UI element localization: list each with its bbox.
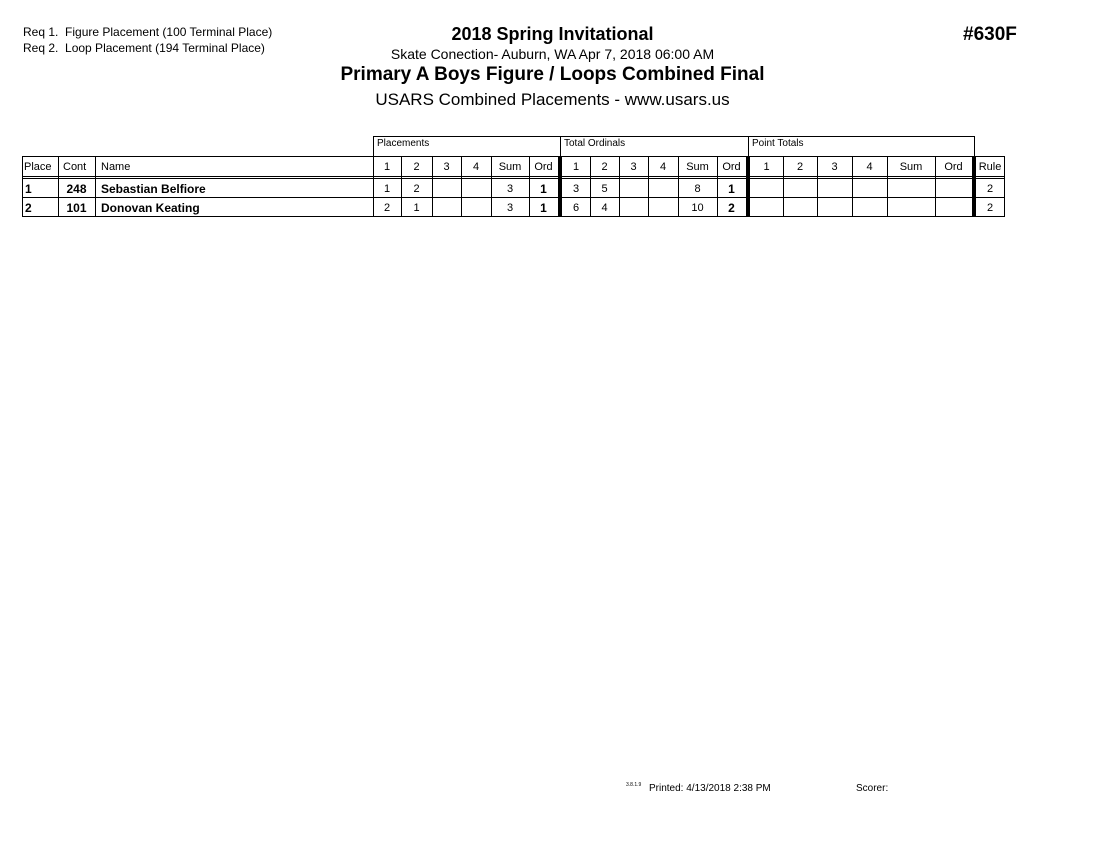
cell-ordinals-4 <box>648 198 678 217</box>
cell-placements-3 <box>432 179 461 198</box>
cell-placements-1: 2 <box>383 201 391 214</box>
cell-cont: 248 <box>66 181 87 196</box>
group-total-ordinals: Total Ordinals <box>560 136 749 156</box>
cell-ordinals-2: 4 <box>601 201 608 214</box>
cell-placements-4 <box>461 198 491 217</box>
cell-placements-sum: 3 <box>506 182 514 195</box>
cell-points-3 <box>817 179 852 198</box>
cell-ordinals-4 <box>648 179 678 198</box>
group-placements: Placements <box>373 136 561 156</box>
cell-rule: 2 <box>986 182 994 195</box>
header-ordinals-3: 3 <box>630 160 637 173</box>
competition-title: 2018 Spring Invitational <box>451 24 654 44</box>
requirement-text: Figure Placement (100 Terminal Place) <box>65 25 273 39</box>
group-point-totals: Point Totals <box>748 136 975 156</box>
col-line <box>1004 156 1005 217</box>
placement-subtitle: USARS Combined Placements - www.usars.us <box>375 90 730 109</box>
event-number: #630F <box>963 24 1017 45</box>
requirement-text: Loop Placement (194 Terminal Place) <box>65 41 265 55</box>
cell-ordinals-sum: 8 <box>694 182 701 195</box>
cell-place: 1 <box>25 181 32 196</box>
cell-points-2 <box>783 198 817 217</box>
header-placements-2: 2 <box>413 160 420 173</box>
event-title: Primary A Boys Figure / Loops Combined Final <box>340 64 765 85</box>
header-name: Name <box>101 160 131 173</box>
cell-points-ord <box>935 179 972 198</box>
cell-points-4 <box>852 179 887 198</box>
header-placements-3: 3 <box>443 160 450 173</box>
venue-date: Skate Conection- Auburn, WA Apr 7, 2018 06:00 AM <box>390 46 715 62</box>
header-placements-1: 1 <box>383 160 391 173</box>
cell-points-sum <box>887 198 935 217</box>
cell-points-ord <box>935 198 972 217</box>
cell-points-2 <box>783 179 817 198</box>
header-rule: Rule <box>978 160 1002 173</box>
cell-ordinals-ord: 2 <box>728 200 735 215</box>
cell-points-1 <box>750 179 783 198</box>
cell-name: Sebastian Belfiore <box>101 181 206 196</box>
header-points-sum: Sum <box>899 160 923 173</box>
cell-placements-4 <box>461 179 491 198</box>
header-placements-4: 4 <box>472 160 480 173</box>
header-points-1: 1 <box>763 160 770 173</box>
scorer-label: Scorer: <box>856 783 889 794</box>
cell-ordinals-3 <box>619 179 648 198</box>
printed-timestamp: Printed: 4/13/2018 2:38 PM <box>649 783 771 794</box>
cell-points-3 <box>817 198 852 217</box>
software-version: 3.8.1.9 <box>626 782 642 788</box>
cell-rule: 2 <box>986 201 994 214</box>
requirement-label: Req 1. <box>23 25 59 39</box>
cell-name: Donovan Keating <box>101 200 200 215</box>
header-place: Place <box>24 160 52 173</box>
cell-placements-2: 1 <box>413 201 420 214</box>
header-points-2: 2 <box>796 160 804 173</box>
cell-placements-3 <box>432 198 461 217</box>
cell-placements-ord: 1 <box>540 200 547 215</box>
cell-ordinals-sum: 10 <box>691 201 704 214</box>
cell-placements-ord: 1 <box>540 181 547 196</box>
header-ordinals-4: 4 <box>659 160 667 173</box>
requirement-2 <box>23 41 265 55</box>
header-points-4: 4 <box>866 160 873 173</box>
header-points-ord: Ord <box>944 160 963 173</box>
header-ordinals-1: 1 <box>572 160 580 173</box>
requirement-label: Req 2. <box>23 41 59 55</box>
header-cont: Cont <box>63 160 87 173</box>
header-points-3: 3 <box>831 160 838 173</box>
requirement-1 <box>23 25 272 39</box>
cell-points-sum <box>887 179 935 198</box>
cell-ordinals-1: 6 <box>572 201 580 214</box>
header-placements-sum: Sum <box>498 160 522 173</box>
cell-placements-sum: 3 <box>506 201 514 214</box>
cell-place: 2 <box>25 200 32 215</box>
cell-ordinals-2: 5 <box>601 182 608 195</box>
cell-cont: 101 <box>66 200 87 215</box>
header-ordinals-ord: Ord <box>722 160 741 173</box>
header-ordinals-2: 2 <box>601 160 608 173</box>
header-placements-ord: Ord <box>534 160 553 173</box>
cell-placements-1: 1 <box>383 182 391 195</box>
cell-points-1 <box>750 198 783 217</box>
header-ordinals-sum: Sum <box>686 160 709 173</box>
cell-ordinals-3 <box>619 198 648 217</box>
cell-placements-2: 2 <box>413 182 420 195</box>
cell-ordinals-ord: 1 <box>728 181 735 196</box>
cell-points-4 <box>852 198 887 217</box>
cell-ordinals-1: 3 <box>572 182 580 195</box>
